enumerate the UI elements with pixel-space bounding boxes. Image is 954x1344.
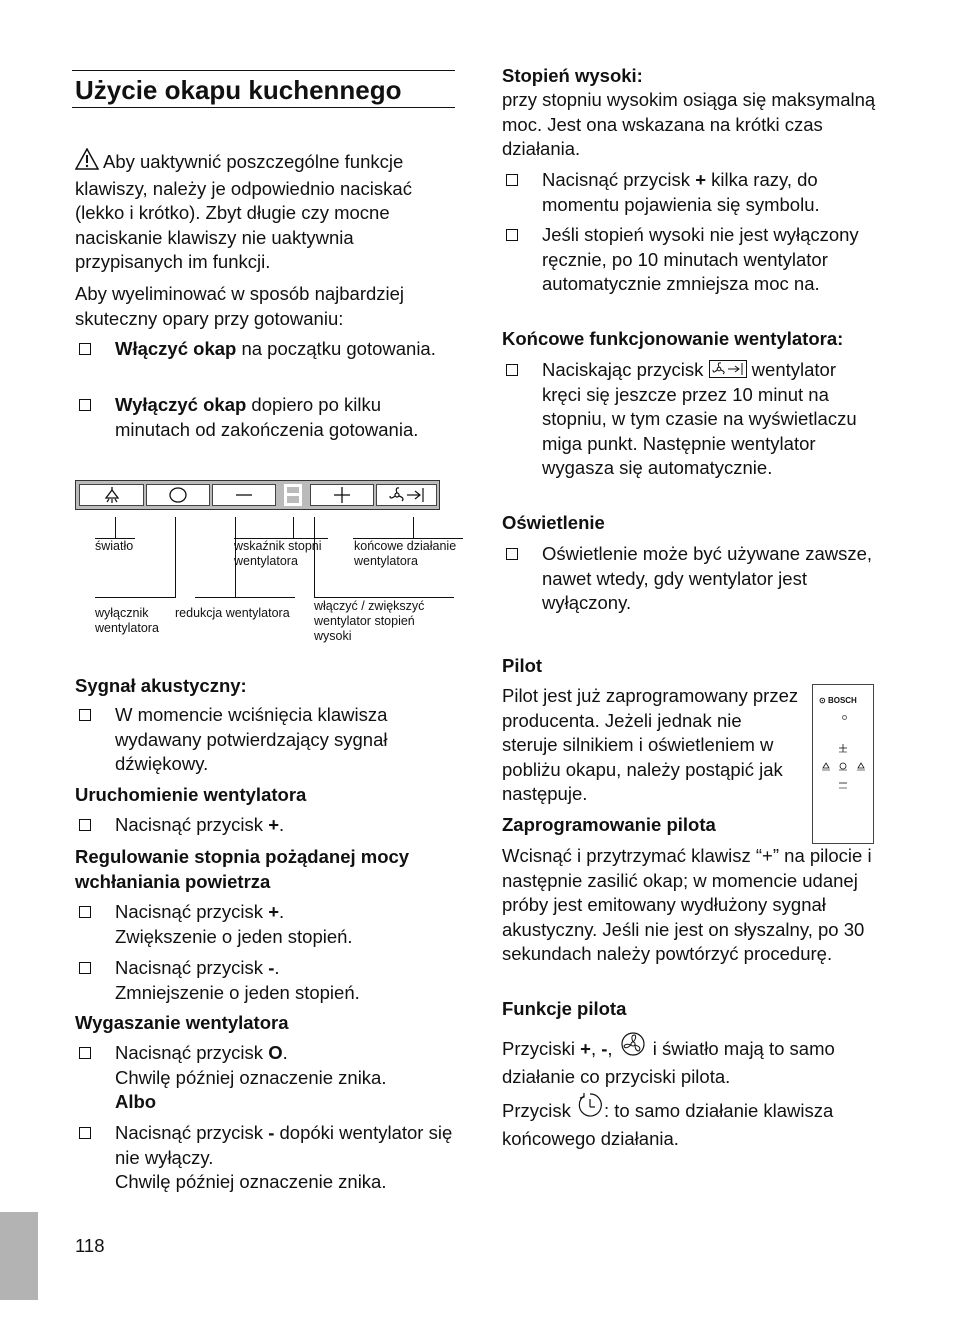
stopien-bullet-2: Jeśli stopień wysoki nie jest wyłączony ręcznie, po 10 minutach wentylator automatycznie zmniejsza moc na.: [542, 224, 859, 294]
label-koncowe: końcowe działanie wentylatora: [354, 539, 457, 568]
label-swiatlo: światło: [95, 539, 134, 553]
label-wskaznik: wskaźnik stopni wentylatora: [234, 539, 322, 568]
fan-icon: [618, 1032, 648, 1065]
digit-8-icon: [282, 483, 304, 507]
oswietlenie-text: Oświetlenie może być używane zawsze, nawet wtedy, gdy wentylator jest wyłączony.: [542, 543, 873, 613]
page-title: Użycie okapu kuchennego: [75, 75, 402, 105]
label-redukcja: redukcja wentylatora: [175, 606, 290, 620]
plus-icon: [332, 486, 352, 504]
off-key: [146, 484, 210, 506]
checkbox-bullet: [79, 906, 91, 918]
stopien-bullet-1: Nacisnąć przycisk + kilka razy, do momentu pojawienia się symbolu.: [542, 169, 820, 215]
callout-line: [175, 517, 176, 597]
funkcje-heading: Funkcje pilota: [502, 998, 627, 1019]
remote-buttons-icon: [813, 737, 873, 797]
checkbox-bullet: [79, 962, 91, 974]
plus-key: [310, 484, 374, 506]
bullet-wylaczyc: Wyłączyć okap dopiero po kilku minutach od zakończenia gotowania.: [115, 394, 419, 440]
title-rule-top: [72, 70, 455, 71]
callout-line: [95, 597, 176, 598]
koncowe-heading: Końcowe funkcjonowanie wentylatora:: [502, 328, 844, 349]
pilot-text: Pilot jest już zaprogramowany przez producenta. Jeżeli jednak nie steruje silnikiem i oświetleniem w pobliżu okapu, należy postąpić jak następuje.: [502, 685, 799, 804]
koncowe-text: Naciskając przycisk wentylator kręci się jeszcze przez 10 minut na stopniu, w tym czasie na wyświetlaczu miga punkt. Następnie wentylator wygasza się automatycznie.: [542, 359, 857, 478]
minus-icon: [234, 486, 254, 504]
label-wylacznik: wyłącznik wentylatora: [95, 606, 159, 635]
wygas-item-1: Nacisnąć przycisk O. Chwilę później oznaczenie znika. Albo: [115, 1042, 387, 1112]
oswietlenie-heading: Oświetlenie: [502, 512, 605, 533]
checkbox-bullet: [506, 229, 518, 241]
sygnal-heading: Sygnał akustyczny:: [75, 675, 247, 696]
control-panel-diagram: [75, 480, 440, 510]
timer-icon: [576, 1092, 604, 1127]
stopien-text: przy stopniu wysokim osiąga się maksymalną moc. Jest ona wskazana na krótki czas działania.: [502, 89, 876, 159]
warning-paragraph: Aby uaktywnić poszczególne funkcje klawiszy, należy je odpowiednio naciskać (lekko i krótko). Zbyt długie czy mocne naciskanie klawiszy nie uaktywnia przypisanych im funkcji.: [75, 148, 455, 275]
sygnal-text: W momencie wciśnięcia klawisza wydawany potwierdzający sygnał dźwiękowy.: [115, 704, 388, 774]
regul-item-2: Nacisnąć przycisk -. Zmniejszenie o jeden stopień.: [115, 957, 360, 1003]
intro-paragraph: Aby wyeliminować w sposób najbardziej skuteczny opary przy gotowaniu:: [75, 283, 405, 329]
checkbox-bullet: [79, 709, 91, 721]
remote-brand: ⊙ BOSCH: [819, 696, 857, 705]
callout-line: [293, 517, 294, 538]
uruch-text: Nacisnąć przycisk +.: [115, 814, 285, 835]
fan-timer-key-icon: [709, 360, 747, 378]
checkbox-bullet: [506, 548, 518, 560]
zaprog-heading: Zaprogramowanie pilota: [502, 814, 716, 835]
wygas-item-2: Nacisnąć przycisk - dopóki wentylator się nie wyłączy. Chwilę później oznaczenie znika.: [115, 1122, 453, 1192]
callout-line: [314, 597, 454, 598]
checkbox-bullet: [506, 364, 518, 376]
light-key: [79, 484, 144, 506]
pilot-heading: Pilot: [502, 655, 543, 676]
funkcje-text-2: Przycisk : to samo działanie klawisza końcowego działania.: [502, 1092, 882, 1151]
remote-control-image: [812, 684, 874, 844]
callout-line: [413, 517, 414, 538]
minus-key: [212, 484, 276, 506]
stopien-heading: Stopień wysoki:: [502, 65, 643, 86]
regul-item-1: Nacisnąć przycisk +. Zwiększenie o jeden stopień.: [115, 901, 353, 947]
title-rule-bottom: [72, 107, 455, 108]
label-wlaczyc: włączyć / zwiększyć wentylator stopień wysoki: [314, 599, 425, 643]
checkbox-bullet: [506, 174, 518, 186]
wygas-heading: Wygaszanie wentylatora: [75, 1012, 289, 1033]
circle-icon: [168, 486, 188, 504]
checkbox-bullet: [79, 399, 91, 411]
page-number: 118: [75, 1235, 105, 1256]
regul-heading: Regulowanie stopnia pożądanej mocy wchłaniania powietrza: [75, 846, 410, 892]
page-edge-tab: [0, 1212, 38, 1300]
light-icon: [100, 486, 124, 504]
checkbox-bullet: [79, 343, 91, 355]
fan-timer-icon: [387, 486, 427, 504]
callout-line: [115, 517, 116, 538]
display-segment: [278, 484, 308, 506]
uruch-heading: Uruchomienie wentylatora: [75, 784, 307, 805]
checkbox-bullet: [79, 1047, 91, 1059]
remote-led: [842, 715, 847, 720]
funkcje-text-1: Przyciski +, -, i światło mają to samo działanie co przyciski pilota.: [502, 1032, 882, 1089]
bullet-wlaczyc: Włączyć okap na początku gotowania.: [115, 338, 436, 359]
warning-icon: [75, 148, 99, 177]
callout-line: [195, 597, 295, 598]
zaprog-text: Wcisnąć i przytrzymać klawisz “+” na pilocie i następnie zasilić okap; w momencie udanej próby jest emitowany wydłużony sygnał akustyczny. Jeśli nie jest on słyszalny, po 30 sekundach należy powtórzyć procedurę.: [502, 845, 872, 964]
final-run-key: [376, 484, 437, 506]
checkbox-bullet: [79, 819, 91, 831]
checkbox-bullet: [79, 1127, 91, 1139]
